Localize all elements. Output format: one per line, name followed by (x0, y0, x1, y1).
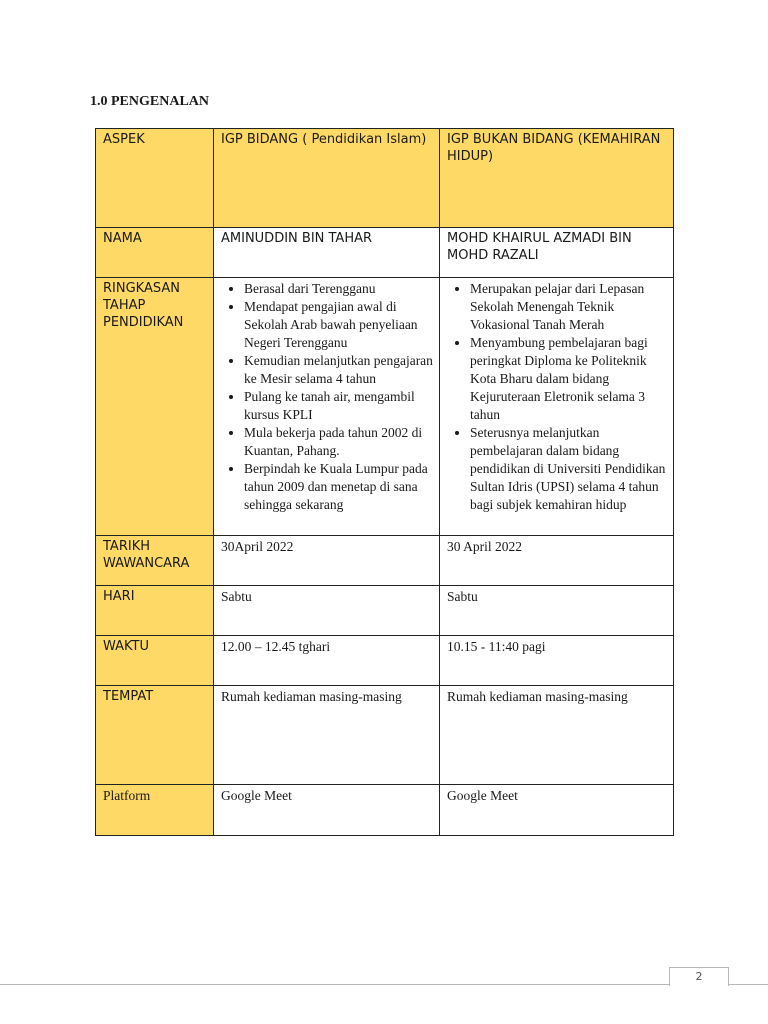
nama-col2: MOHD KHAIRUL AZMADI BIN MOHD RAZALI (440, 228, 674, 278)
ringkasan-col2-list (447, 280, 667, 514)
table-row-waktu (96, 636, 674, 686)
list-item: • Kemudian melanjutkan pengajaran ke Mesir selama 4 tahun (244, 352, 433, 388)
list-item: • Seterusnya melanjutkan pembelajaran dalam bidang pendidikan di Universiti Pendidikan Sultan Idris (UPSI) selama 4 tahun bagi subjek kemahiran hidup (470, 424, 667, 514)
tarikh-col1: 30April 2022 (214, 536, 440, 586)
hari-col1: Sabtu (214, 586, 440, 636)
table-row-nama (96, 228, 674, 278)
header-igp-bukan-bidang: IGP BUKAN BIDANG (KEMAHIRAN HIDUP) (440, 129, 674, 228)
footer-divider (0, 984, 768, 985)
label-waktu: WAKTU (96, 636, 214, 686)
label-hari: HARI (96, 586, 214, 636)
header-igp-bidang: IGP BIDANG ( Pendidikan Islam) (214, 129, 440, 228)
label-ringkasan: RINGKASAN TAHAP PENDIDIKAN (96, 278, 214, 536)
page-number: 2 (669, 967, 729, 986)
list-item: • Berpindah ke Kuala Lumpur pada tahun 2009 dan menetap di sana sehingga sekarang (244, 460, 433, 514)
label-tarikh: TARIKH WAWANCARA (96, 536, 214, 586)
interview-info-table (95, 128, 674, 836)
waktu-col2: 10.15 - 11:40 pagi (440, 636, 674, 686)
ringkasan-col2 (440, 278, 674, 536)
section-heading: 1.0 PENGENALAN (90, 94, 210, 109)
ringkasan-col1 (214, 278, 440, 536)
table-row-platform (96, 785, 674, 836)
list-item: • Menyambung pembelajaran bagi peringkat Diploma ke Politeknik Kota Bharu dalam bidang Kejuruteraan Eletronik selama 3 tahun (470, 334, 667, 424)
tempat-col1: Rumah kediaman masing-masing (214, 686, 440, 785)
list-item: • Pulang ke tanah air, mengambil kursus KPLI (244, 388, 433, 424)
table-row-tarikh (96, 536, 674, 586)
list-item: • Mula bekerja pada tahun 2002 di Kuantan, Pahang. (244, 424, 433, 460)
ringkasan-col1-list (221, 280, 433, 514)
hari-col2: Sabtu (440, 586, 674, 636)
table-row-header (96, 129, 674, 228)
tarikh-col2: 30 April 2022 (440, 536, 674, 586)
list-item: • Merupakan pelajar dari Lepasan Sekolah Menengah Teknik Vokasional Tanah Merah (470, 280, 667, 334)
label-platform: Platform (96, 785, 214, 836)
list-item: • Berasal dari Terengganu (244, 280, 433, 298)
table-row-ringkasan (96, 278, 674, 536)
list-item: • Mendapat pengajian awal di Sekolah Arab bawah penyeliaan Negeri Terengganu (244, 298, 433, 352)
header-aspek: ASPEK (96, 129, 214, 228)
waktu-col1: 12.00 – 12.45 tghari (214, 636, 440, 686)
label-nama: NAMA (96, 228, 214, 278)
table-row-hari (96, 586, 674, 636)
table-row-tempat (96, 686, 674, 785)
label-tempat: TEMPAT (96, 686, 214, 785)
platform-col2: Google Meet (440, 785, 674, 836)
tempat-col2: Rumah kediaman masing-masing (440, 686, 674, 785)
nama-col1: AMINUDDIN BIN TAHAR (214, 228, 440, 278)
platform-col1: Google Meet (214, 785, 440, 836)
